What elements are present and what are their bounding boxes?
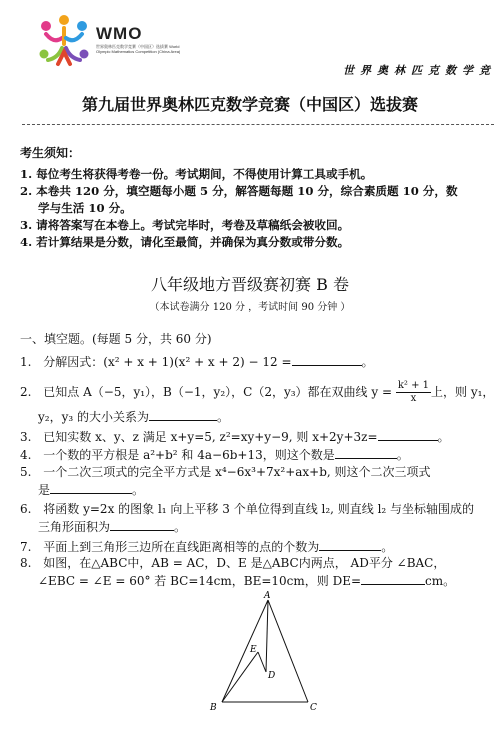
question-number: 5.	[20, 465, 32, 479]
side-ab	[222, 600, 268, 702]
segment-ad	[266, 600, 268, 672]
paper-subtitle: （本试卷满分 120 分 ，考试时间 90 分钟 ）	[149, 302, 351, 313]
question-8-line-2	[38, 572, 455, 590]
answer-blank[interactable]	[110, 518, 174, 531]
answer-blank[interactable]	[292, 353, 362, 366]
question-2	[20, 380, 496, 405]
question-2-line-2	[38, 408, 229, 426]
question-5	[20, 464, 496, 481]
question-number: 7.	[20, 540, 32, 554]
question-text-cont: 上，则 y₁，	[431, 385, 495, 399]
wmo-logo-figures-icon	[36, 14, 94, 80]
question-end: 。	[396, 448, 409, 462]
question-end: 。	[132, 483, 145, 497]
question-text: 平面上到三角形三边所在直线距离相等的点的个数为	[43, 540, 320, 554]
question-end: cm。	[425, 574, 456, 588]
question-6	[20, 501, 496, 518]
answer-blank[interactable]	[335, 446, 397, 459]
notice-heading: 考生须知：	[20, 146, 81, 160]
notice-item-2: 2. 本卷共 120 分，填空题每小题 5 分，解答题每题 10 分，综合素质题 10 分，数	[20, 184, 458, 198]
answer-blank[interactable]	[378, 428, 438, 441]
question-number: 1.	[20, 355, 32, 369]
question-text: ∠EBC = ∠E = 60° 若 BC=14cm，BE=10cm，则 DE=	[38, 574, 362, 588]
question-text: 分解因式：(x² + x + 1)(x² + x + 2) − 12 =	[43, 355, 292, 369]
answer-blank[interactable]	[319, 538, 381, 551]
question-number: 6.	[20, 502, 32, 516]
segment-ed	[258, 652, 266, 672]
answer-blank[interactable]	[361, 572, 425, 585]
label-a: A	[264, 591, 271, 601]
label-e: E	[250, 645, 257, 655]
fraction-denominator: x	[410, 393, 417, 404]
question-7	[20, 538, 393, 556]
label-c: C	[310, 703, 317, 713]
question-number: 4.	[20, 448, 32, 462]
question-1	[20, 353, 374, 371]
question-text: 已知实数 x、y、z 满足 x+y=5, z²=xy+y−9, 则 x+2y+3z=	[43, 430, 378, 444]
notice-item-1: 1. 每位考生将获得考卷一份。考试期间，不得使用计算工具或手机。	[20, 167, 373, 181]
side-ac	[268, 600, 308, 702]
question-5-line-2	[38, 481, 144, 499]
segment-be	[222, 652, 258, 702]
notice-item-2-cont: 学与生活 10 分。	[38, 201, 132, 215]
label-d: D	[268, 671, 276, 681]
question-end: 。	[437, 430, 450, 444]
answer-blank[interactable]	[50, 481, 132, 494]
logo-wordmark: WMO	[96, 24, 143, 43]
question-end: 。	[381, 540, 394, 554]
question-end: 。	[174, 520, 187, 534]
question-6-line-2	[38, 518, 186, 536]
label-b: B	[210, 703, 217, 713]
fraction-numerator: k² + 1	[397, 380, 430, 391]
notice-item-4: 4. 若计算结果是分数，请化至最简，并确保为真分数或带分数。	[20, 235, 350, 249]
question-text: 将函数 y=2x 的图象 l₁ 向上平移 3 个单位得到直线 l₂, 则直线 l₂ 与坐标轴围成的	[43, 502, 475, 516]
question-text: 是	[38, 483, 51, 497]
question-number: 2.	[20, 385, 32, 399]
question-number: 8.	[20, 556, 32, 570]
wmo-logo	[36, 14, 206, 80]
competition-title: 第九届世界奥林匹克数学竞赛（中国区）选拔赛	[81, 95, 418, 114]
section-heading: 一、填空题。(每题 5 分，共 60 分)	[20, 332, 212, 346]
question-text: 如图，在△ABC中，AB = AC，D、E 是△ABC内两点， AD平分 ∠BAC，	[43, 556, 446, 570]
logo-subtitle: 世界奥林匹克数学竞赛（中国区）选拔赛 World Olympic Mathematics Competition (China Area)	[96, 44, 181, 54]
question-4	[20, 446, 409, 464]
question-8	[20, 555, 496, 572]
question-text: 一个数的平方根是 a²+b² 和 4a−6b+13，则这个数是	[43, 448, 335, 462]
answer-blank[interactable]	[149, 408, 217, 421]
notice-item-3: 3. 请将答案写在本卷上。考试完毕时，考卷及草稿纸会被收回。	[20, 218, 350, 232]
hyperbola-fraction	[396, 380, 431, 405]
question-text: y₂，y₃ 的大小关系为	[38, 410, 149, 424]
question-text: 一个二次三项式的完全平方式是 x⁴−6x³+7x²+ax+b, 则这个二次三项式	[43, 465, 431, 479]
question-3	[20, 428, 450, 446]
question-number: 3.	[20, 430, 32, 444]
header-divider	[22, 124, 494, 125]
question-end: 。	[361, 355, 374, 369]
header-tagline: 世界奥林匹克数学竞	[343, 64, 496, 77]
triangle-figure	[200, 590, 330, 720]
paper-title: 八年级地方晋级赛初赛 B 卷	[151, 275, 349, 294]
question-end: 。	[217, 410, 230, 424]
question-text: 已知点 A（−5，y₁），B（−1，y₂），C（2，y₃）都在双曲线 y =	[43, 385, 393, 399]
question-text: 三角形面积为	[38, 520, 111, 534]
